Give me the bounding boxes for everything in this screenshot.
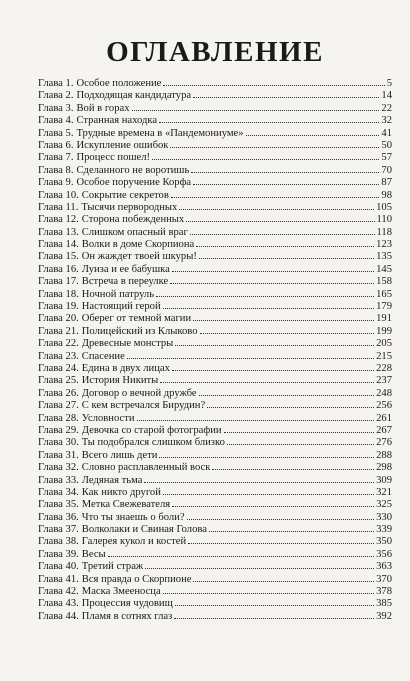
toc-entry xyxy=(38,165,392,177)
chapter-number: Глава 11. xyxy=(38,201,79,213)
toc-entry xyxy=(38,487,392,499)
chapter-title: Древесные монстры xyxy=(81,338,174,350)
dot-leader xyxy=(160,382,374,383)
chapter-title: Девочка со старой фотографии xyxy=(81,424,222,436)
chapter-number: Глава 21. xyxy=(38,325,79,337)
page-number: 321 xyxy=(376,486,392,498)
dot-leader xyxy=(191,172,379,173)
dot-leader xyxy=(137,420,375,421)
toc-entry xyxy=(38,301,392,313)
page-number: 165 xyxy=(376,288,392,300)
toc-entry xyxy=(38,450,392,462)
dot-leader xyxy=(159,122,379,123)
page-number: 87 xyxy=(381,177,392,189)
page-number: 41 xyxy=(381,127,392,139)
page-number: 205 xyxy=(376,338,392,350)
page-number: 392 xyxy=(376,610,392,622)
toc-entry xyxy=(38,611,392,623)
toc-entry xyxy=(38,128,392,140)
dot-leader xyxy=(172,506,374,507)
chapter-number: Глава 1. xyxy=(38,78,74,89)
chapter-number: Глава 25. xyxy=(38,375,79,387)
dot-leader xyxy=(174,618,374,619)
chapter-number: Глава 37. xyxy=(38,524,79,536)
chapter-title: Оберег от темной магии xyxy=(81,313,192,325)
toc-entry xyxy=(38,549,392,561)
toc-entry xyxy=(38,202,392,214)
dot-leader xyxy=(170,147,379,148)
chapter-number: Глава 14. xyxy=(38,239,79,251)
dot-leader xyxy=(163,494,374,495)
dot-leader xyxy=(193,97,379,98)
page-number: 118 xyxy=(376,226,392,238)
toc-entry xyxy=(38,598,392,610)
chapter-number: Глава 42. xyxy=(38,586,79,598)
toc-entry xyxy=(38,190,392,202)
page-title: ОГЛАВЛЕНИЕ xyxy=(106,36,324,68)
page-number: 98 xyxy=(381,189,392,201)
dot-leader xyxy=(127,358,374,359)
chapter-title: Искупление ошибок xyxy=(76,139,169,151)
chapter-title: Словно расплавленный воск xyxy=(81,462,211,474)
chapter-number: Глава 18. xyxy=(38,288,79,300)
dot-leader xyxy=(175,605,374,606)
chapter-title: Метка Свежевателя xyxy=(81,499,171,511)
toc-entry xyxy=(38,289,392,301)
page-number: 199 xyxy=(376,325,392,337)
toc-entry xyxy=(38,90,392,102)
chapter-title: Весы xyxy=(81,548,106,560)
page-number: 339 xyxy=(376,524,392,536)
page-number: 179 xyxy=(376,301,392,313)
chapter-number: Глава 13. xyxy=(38,226,79,238)
chapter-number: Глава 9. xyxy=(38,177,74,189)
dot-leader xyxy=(163,308,375,309)
toc-entry xyxy=(38,239,392,251)
page-number: 70 xyxy=(381,164,392,176)
chapter-title: Сокрытие секретов xyxy=(81,189,169,201)
chapter-number: Глава 44. xyxy=(38,610,79,622)
page-number: 248 xyxy=(376,387,392,399)
page-number: 288 xyxy=(376,449,392,461)
chapter-number: Глава 43. xyxy=(38,598,79,610)
chapter-title: Всего лишь дети xyxy=(81,449,158,461)
chapter-number: Глава 23. xyxy=(38,350,79,362)
chapter-title: Договор о вечной дружбе xyxy=(81,387,197,399)
table-of-contents xyxy=(38,78,392,623)
toc-entry xyxy=(38,574,392,586)
page-number: 14 xyxy=(381,90,392,102)
page-number: 145 xyxy=(376,263,392,275)
dot-leader xyxy=(207,407,374,408)
chapter-number: Глава 10. xyxy=(38,189,79,201)
page-number: 110 xyxy=(376,214,392,226)
toc-entry xyxy=(38,313,392,325)
chapter-title: Встреча в переулке xyxy=(81,276,169,288)
chapter-title: Сделанного не воротишь xyxy=(76,164,190,176)
toc-entry xyxy=(38,78,392,90)
chapter-title: Вся правда о Скорпионе xyxy=(81,573,192,585)
chapter-title: Подходящая кандидатура xyxy=(76,90,192,102)
dot-leader xyxy=(209,531,374,532)
dot-leader xyxy=(108,556,374,557)
page-number: 105 xyxy=(376,201,392,213)
dot-leader xyxy=(193,320,374,321)
page-number: 370 xyxy=(376,573,392,585)
chapter-number: Глава 16. xyxy=(38,263,79,275)
chapter-number: Глава 20. xyxy=(38,313,79,325)
chapter-title: Как никто другой xyxy=(81,486,161,498)
page-number: 267 xyxy=(376,424,392,436)
chapter-number: Глава 31. xyxy=(38,449,79,461)
chapter-number: Глава 7. xyxy=(38,152,74,164)
chapter-number: Глава 32. xyxy=(38,462,79,474)
chapter-number: Глава 3. xyxy=(38,102,74,114)
page-number: 5 xyxy=(386,78,392,89)
chapter-number: Глава 40. xyxy=(38,561,79,573)
chapter-title: Едина в двух лицах xyxy=(81,362,170,374)
chapter-number: Глава 17. xyxy=(38,276,79,288)
chapter-number: Глава 5. xyxy=(38,127,74,139)
dot-leader xyxy=(212,469,374,470)
toc-entry xyxy=(38,462,392,474)
toc-entry xyxy=(38,326,392,338)
toc-entry xyxy=(38,475,392,487)
chapter-number: Глава 19. xyxy=(38,301,79,313)
page-number: 135 xyxy=(376,251,392,263)
dot-leader xyxy=(172,271,374,272)
toc-entry xyxy=(38,264,392,276)
dot-leader xyxy=(163,85,384,86)
toc-entry xyxy=(38,499,392,511)
page-number: 191 xyxy=(376,313,392,325)
dot-leader xyxy=(171,197,380,198)
chapter-number: Глава 2. xyxy=(38,90,74,102)
toc-entry xyxy=(38,400,392,412)
chapter-title: Трудные времена в «Пандемониуме» xyxy=(76,127,244,139)
chapter-number: Глава 6. xyxy=(38,139,74,151)
toc-entry xyxy=(38,586,392,598)
chapter-number: Глава 34. xyxy=(38,486,79,498)
chapter-title: Тысячи первородных xyxy=(81,201,178,213)
chapter-title: Волки в доме Скорпиона xyxy=(81,239,195,251)
chapter-title: Особое положение xyxy=(76,78,162,89)
toc-entry xyxy=(38,437,392,449)
chapter-number: Глава 4. xyxy=(38,115,74,127)
chapter-title: Что ты знаешь о боли? xyxy=(81,511,185,523)
toc-entry xyxy=(38,425,392,437)
dot-leader xyxy=(227,444,374,445)
page-number: 330 xyxy=(376,511,392,523)
chapter-title: Сторона побежденных xyxy=(81,214,185,226)
page-number: 228 xyxy=(376,362,392,374)
toc-entry xyxy=(38,536,392,548)
page-number: 356 xyxy=(376,548,392,560)
toc-entry xyxy=(38,227,392,239)
toc-entry xyxy=(38,524,392,536)
toc-entry xyxy=(38,177,392,189)
chapter-title: Маска Змееносца xyxy=(81,586,161,598)
chapter-number: Глава 36. xyxy=(38,511,79,523)
page-number: 22 xyxy=(381,102,392,114)
dot-leader xyxy=(199,395,374,396)
page-number: 276 xyxy=(376,437,392,449)
page-number: 350 xyxy=(376,536,392,548)
chapter-number: Глава 39. xyxy=(38,548,79,560)
chapter-title: Пламя в сотнях глаз xyxy=(81,610,173,622)
dot-leader xyxy=(187,519,375,520)
chapter-title: Особое поручение Корфа xyxy=(76,177,192,189)
page-number: 309 xyxy=(376,474,392,486)
chapter-number: Глава 22. xyxy=(38,338,79,350)
dot-leader xyxy=(188,543,374,544)
toc-entry xyxy=(38,388,392,400)
page-number: 385 xyxy=(376,598,392,610)
dot-leader xyxy=(193,184,379,185)
dot-leader xyxy=(170,283,374,284)
dot-leader xyxy=(159,457,374,458)
page-number: 325 xyxy=(376,499,392,511)
page-number: 50 xyxy=(381,139,392,151)
dot-leader xyxy=(152,159,379,160)
chapter-number: Глава 29. xyxy=(38,424,79,436)
toc-entry xyxy=(38,115,392,127)
chapter-title: Слишком опасный враг xyxy=(81,226,188,238)
toc-entry xyxy=(38,413,392,425)
toc-entry xyxy=(38,338,392,350)
chapter-title: Процесс пошел! xyxy=(76,152,151,164)
chapter-number: Глава 8. xyxy=(38,164,74,176)
dot-leader xyxy=(193,581,374,582)
chapter-title: Условности xyxy=(81,412,135,424)
chapter-title: Спасение xyxy=(81,350,125,362)
chapter-number: Глава 38. xyxy=(38,536,79,548)
chapter-number: Глава 24. xyxy=(38,362,79,374)
page-number: 237 xyxy=(376,375,392,387)
chapter-number: Глава 28. xyxy=(38,412,79,424)
chapter-title: Галерея кукол и костей xyxy=(81,536,187,548)
dot-leader xyxy=(186,221,374,222)
dot-leader xyxy=(179,209,374,210)
dot-leader xyxy=(132,110,380,111)
dot-leader xyxy=(172,370,374,371)
page-number: 32 xyxy=(381,115,392,127)
chapter-number: Глава 41. xyxy=(38,573,79,585)
dot-leader xyxy=(200,333,375,334)
toc-entry xyxy=(38,276,392,288)
page-number: 378 xyxy=(376,586,392,598)
toc-entry xyxy=(38,152,392,164)
toc-entry xyxy=(38,351,392,363)
chapter-number: Глава 15. xyxy=(38,251,79,263)
dot-leader xyxy=(163,593,374,594)
chapter-title: Ночной патруль xyxy=(81,288,155,300)
toc-entry xyxy=(38,214,392,226)
chapter-number: Глава 27. xyxy=(38,400,79,412)
chapter-number: Глава 12. xyxy=(38,214,79,226)
page-number: 158 xyxy=(376,276,392,288)
page-number: 123 xyxy=(376,239,392,251)
toc-entry xyxy=(38,140,392,152)
dot-leader xyxy=(175,345,374,346)
page-number: 363 xyxy=(376,561,392,573)
page-number: 261 xyxy=(376,412,392,424)
chapter-title: Ты подобрался слишком близко xyxy=(81,437,225,449)
chapter-title: Он жаждет твоей шкуры! xyxy=(81,251,197,263)
dot-leader xyxy=(145,568,374,569)
page-number: 57 xyxy=(381,152,392,164)
toc-entry xyxy=(38,251,392,263)
chapter-number: Глава 30. xyxy=(38,437,79,449)
chapter-number: Глава 26. xyxy=(38,387,79,399)
dot-leader xyxy=(196,246,374,247)
dot-leader xyxy=(156,296,374,297)
toc-entry xyxy=(38,512,392,524)
page-number: 256 xyxy=(376,400,392,412)
chapter-title: История Никиты xyxy=(81,375,159,387)
chapter-number: Глава 35. xyxy=(38,499,79,511)
chapter-title: Процессия чудовищ xyxy=(81,598,173,610)
chapter-title: Волколаки и Свиная Голова xyxy=(81,524,207,536)
toc-entry xyxy=(38,561,392,573)
chapter-number: Глава 33. xyxy=(38,474,79,486)
dot-leader xyxy=(224,432,375,433)
chapter-title: С кем встречался Бирудин? xyxy=(81,400,206,412)
chapter-title: Настоящий герой xyxy=(81,301,161,313)
chapter-title: Вой в горах xyxy=(76,102,130,114)
chapter-title: Полицейский из Клыково xyxy=(81,325,198,337)
chapter-title: Ледяная тьма xyxy=(81,474,143,486)
dot-leader xyxy=(144,482,374,483)
chapter-title: Странная находка xyxy=(76,115,158,127)
dot-leader xyxy=(199,258,374,259)
toc-entry xyxy=(38,375,392,387)
toc-entry xyxy=(38,363,392,375)
toc-entry xyxy=(38,103,392,115)
page-number: 215 xyxy=(376,350,392,362)
chapter-title: Третий страж xyxy=(81,561,144,573)
dot-leader xyxy=(246,135,380,136)
page-number: 298 xyxy=(376,462,392,474)
chapter-title: Луиза и ее бабушка xyxy=(81,263,170,275)
dot-leader xyxy=(190,234,375,235)
